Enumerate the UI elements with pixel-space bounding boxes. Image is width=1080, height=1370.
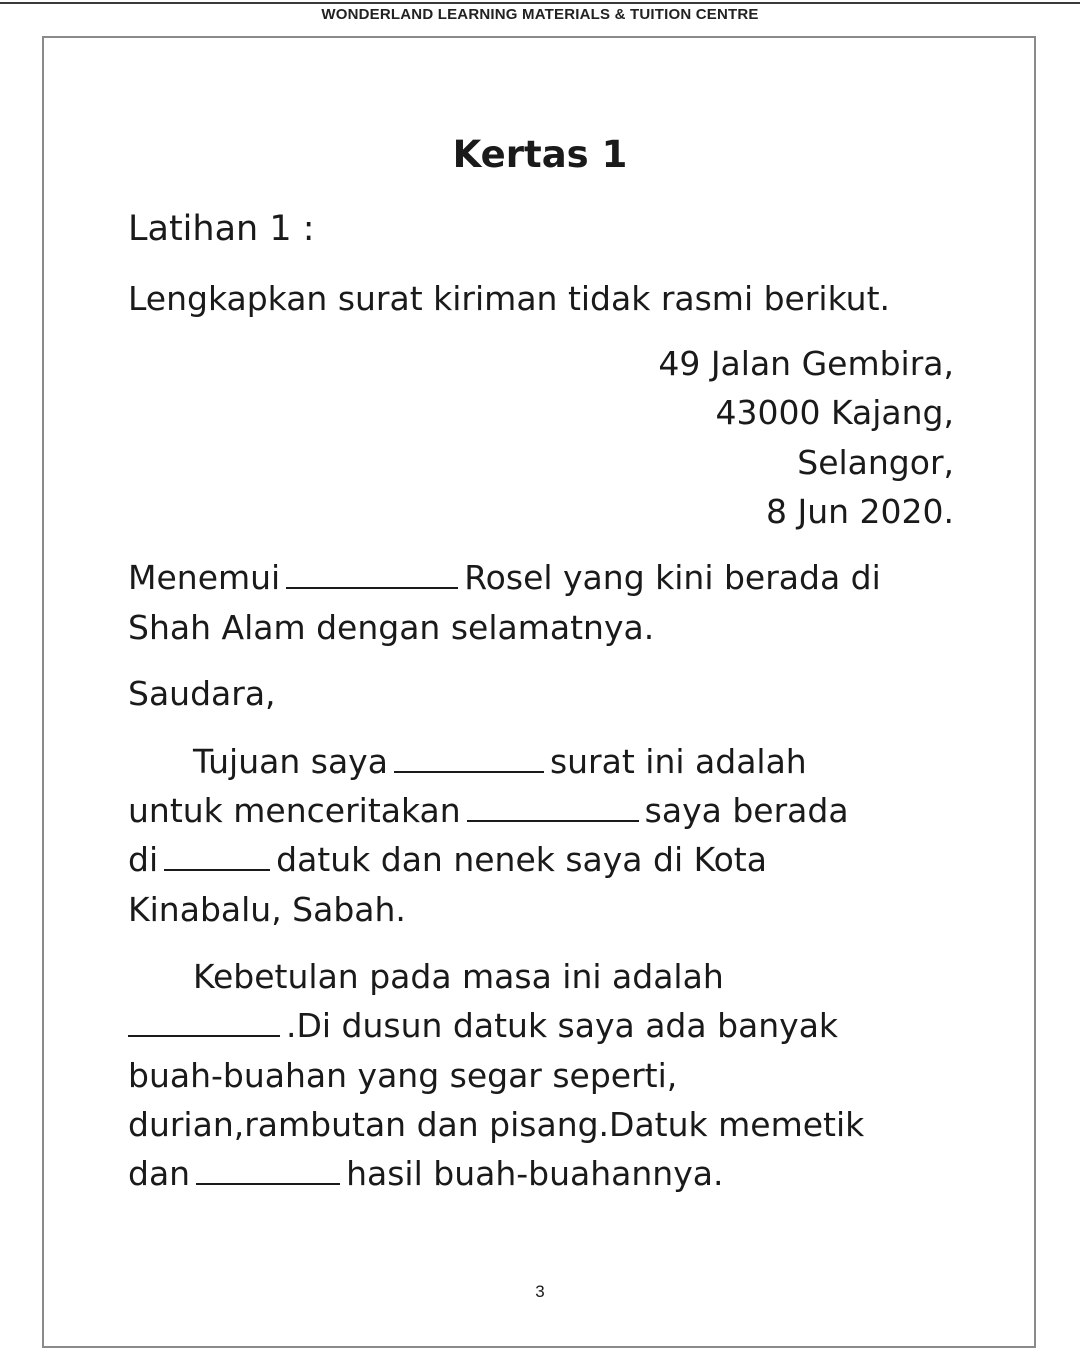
para2-line-2 [128, 1006, 839, 1045]
para1-text-1b: surat ini adalah [549, 742, 807, 781]
para1-text-2a: untuk menceritakan [128, 791, 461, 830]
para1-line-4: Kinabalu, Sabah. [128, 890, 406, 929]
letter-date: 8 Jun 2020. [765, 492, 954, 531]
blank-3[interactable] [467, 819, 639, 822]
address-line-2: 43000 Kajang, [715, 393, 954, 432]
para2-text-5a: dan [128, 1154, 191, 1193]
para2-line-1: Kebetulan pada masa ini adalah [193, 957, 724, 996]
para2-text-5b: hasil buah-buahannya. [346, 1154, 724, 1193]
address-line-1: 49 Jalan Gembira, [658, 344, 954, 383]
para1-line-2 [128, 791, 849, 830]
para1-text-2b: saya berada [644, 791, 849, 830]
exercise-label: Latihan 1 : [128, 209, 315, 249]
recipient-text-b: Rosel yang kini berada di [464, 558, 881, 597]
blank-2[interactable] [394, 770, 544, 773]
recipient-line-2: Shah Alam dengan selamatnya. [128, 608, 655, 647]
para2-line-5 [128, 1154, 724, 1193]
page-number: 3 [535, 1282, 545, 1301]
para1-text-3b: datuk dan nenek saya di Kota [276, 840, 767, 879]
para1-text-1a: Tujuan saya [193, 742, 388, 781]
para1-text-3a: di [128, 840, 159, 879]
instruction-text: Lengkapkan surat kiriman tidak rasmi berikut. [128, 279, 891, 318]
para2-line-4: durian,rambutan dan pisang.Datuk memetik [128, 1105, 865, 1144]
recipient-line-1 [128, 558, 881, 597]
para2-line-3: buah-buahan yang segar seperti, [128, 1056, 678, 1095]
centre-header: WONDERLAND LEARNING MATERIALS & TUITION CENTRE [321, 6, 759, 23]
para1-line-3 [128, 840, 767, 879]
page-title: Kertas 1 [452, 133, 628, 176]
para1-line-1 [193, 742, 807, 781]
para2-text-2b: .Di dusun datuk saya ada banyak [286, 1006, 839, 1045]
address-line-3: Selangor, [797, 443, 954, 482]
top-rule [0, 2, 1080, 4]
blank-4[interactable] [164, 868, 270, 871]
blank-6[interactable] [196, 1182, 340, 1185]
blank-5[interactable] [128, 1034, 280, 1037]
recipient-text-a: Menemui [128, 558, 281, 597]
blank-1[interactable] [286, 586, 458, 589]
greeting: Saudara, [128, 674, 276, 713]
